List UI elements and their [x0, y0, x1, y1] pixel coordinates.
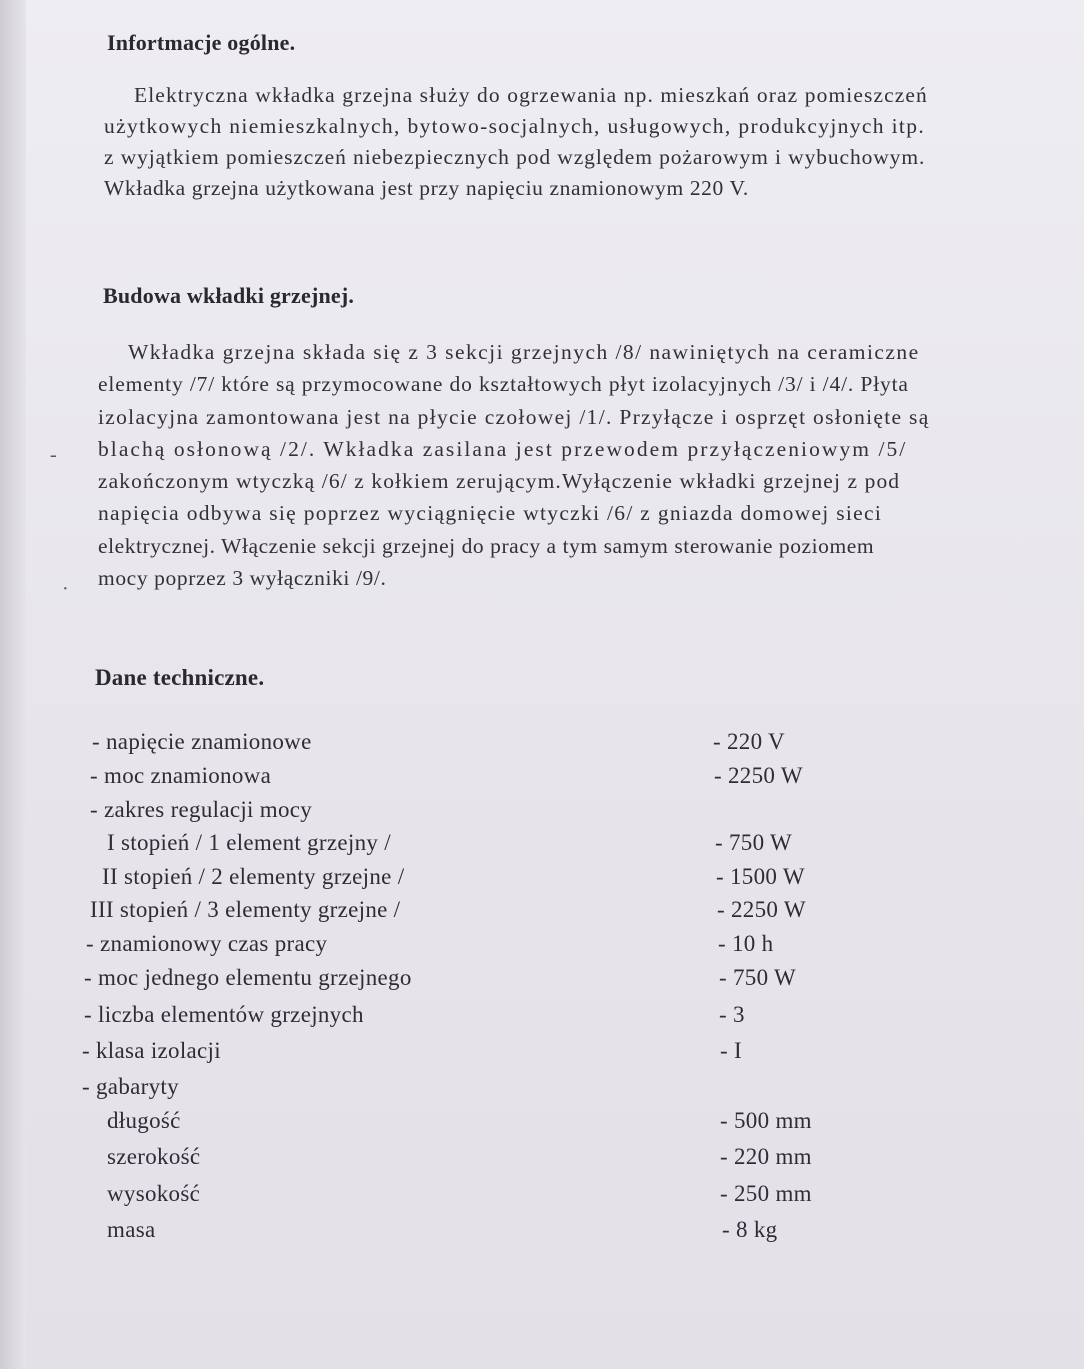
text-line: blachą osłonową /2/. Wkładka zasilana jest przewodem przyłączeniowym /5/ — [98, 436, 908, 461]
spec-value: - 220 mm — [720, 1144, 812, 1169]
spec-value: - 8 kg — [722, 1217, 778, 1242]
text-line: elementy /7/ które są przymocowane do kształtowych płyt izolacyjnych /3/ i /4/. Płyta — [98, 372, 909, 397]
margin-mark: - — [50, 444, 57, 466]
spec-row — [0, 931, 1084, 965]
margin-mark: · — [62, 578, 69, 600]
spec-row — [0, 965, 1084, 999]
spec-label: długość — [107, 1108, 181, 1133]
spec-value: - 1500 W — [716, 864, 805, 889]
spec-row — [0, 797, 1084, 831]
spec-value: - 750 W — [715, 830, 793, 855]
spec-row — [0, 897, 1084, 931]
text-line: Wkładka grzejna składa się z 3 sekcji grzejnych /8/ nawiniętych na ceramiczne — [128, 340, 920, 364]
spec-label: wysokość — [107, 1181, 201, 1206]
spec-row — [0, 830, 1084, 864]
spec-label: - moc znamionowa — [90, 763, 272, 788]
spec-row — [0, 1074, 1084, 1108]
spec-label: - znamionowy czas pracy — [86, 931, 328, 956]
spec-row — [0, 1108, 1084, 1142]
spec-value: - 2250 W — [717, 897, 806, 922]
spec-row — [0, 763, 1084, 797]
spec-label: - zakres regulacji mocy — [90, 797, 313, 822]
text-line: użytkowych niemieszkalnych, bytowo-socjalnych, usługowych, produkcyjnych itp. — [104, 114, 926, 138]
heading-technical-data: Dane techniczne. — [95, 665, 265, 690]
spec-row — [0, 729, 1084, 763]
text-line: elektrycznej. Włączenie sekcji grzejnej do pracy a tym samym sterowanie poziomem — [98, 533, 875, 558]
spec-row — [0, 1181, 1084, 1215]
spec-row — [0, 1038, 1084, 1072]
paragraph-general-info — [104, 80, 1059, 204]
heading-general-info: Infortmacje ogólne. — [107, 30, 296, 55]
spec-label: III stopień / 3 elementy grzejne / — [90, 897, 401, 922]
spec-value: - 750 W — [719, 965, 797, 990]
spec-row — [0, 1002, 1084, 1036]
spec-label: - klasa izolacji — [82, 1038, 221, 1063]
spec-value: - 220 V — [713, 729, 785, 754]
text-line: zakończonym wtyczką /6/ z kołkiem zerującym.Wyłączenie wkładki grzejnej z pod — [98, 469, 901, 494]
heading-construction: Budowa wkładki grzejnej. — [103, 283, 355, 308]
spec-row — [0, 864, 1084, 898]
spec-label: masa — [107, 1217, 156, 1242]
spec-value: - 250 mm — [720, 1181, 812, 1206]
text-line: Wkładka grzejna użytkowana jest przy napięciu znamionowym 220 V. — [104, 176, 749, 200]
text-line: mocy poprzez 3 wyłączniki /9/. — [98, 566, 387, 591]
text-line: napięcia odbywa się poprzez wyciągnięcie wtyczki /6/ z gniazda domowej sieci — [98, 501, 883, 526]
spec-value: - 10 h — [718, 931, 774, 956]
spec-label: szerokość — [107, 1144, 201, 1169]
spec-label: - gabaryty — [82, 1074, 179, 1099]
spec-label: - napięcie znamionowe — [92, 729, 312, 754]
spec-value: - I — [720, 1038, 742, 1063]
spec-row — [0, 1144, 1084, 1178]
spec-row — [0, 1217, 1084, 1251]
paragraph-construction — [98, 336, 1068, 594]
spec-value: - 500 mm — [720, 1108, 812, 1133]
spec-label: - moc jednego elementu grzejnego — [84, 965, 412, 990]
spec-label: I stopień / 1 element grzejny / — [107, 830, 391, 855]
text-line: Elektryczna wkładka grzejna służy do ogrzewania np. mieszkań oraz pomieszczeń — [134, 83, 928, 107]
spec-label: II stopień / 2 elementy grzejne / — [102, 864, 405, 889]
spec-label: - liczba elementów grzejnych — [84, 1002, 364, 1027]
spec-value: - 3 — [719, 1002, 745, 1027]
text-line: z wyjątkiem pomieszczeń niebezpiecznych pod względem pożarowym i wybuchowym. — [104, 145, 926, 169]
spec-value: - 2250 W — [714, 763, 803, 788]
text-line: izolacyjna zamontowana jest na płycie czołowej /1/. Przyłącze i osprzęt osłonięte są — [98, 404, 930, 429]
